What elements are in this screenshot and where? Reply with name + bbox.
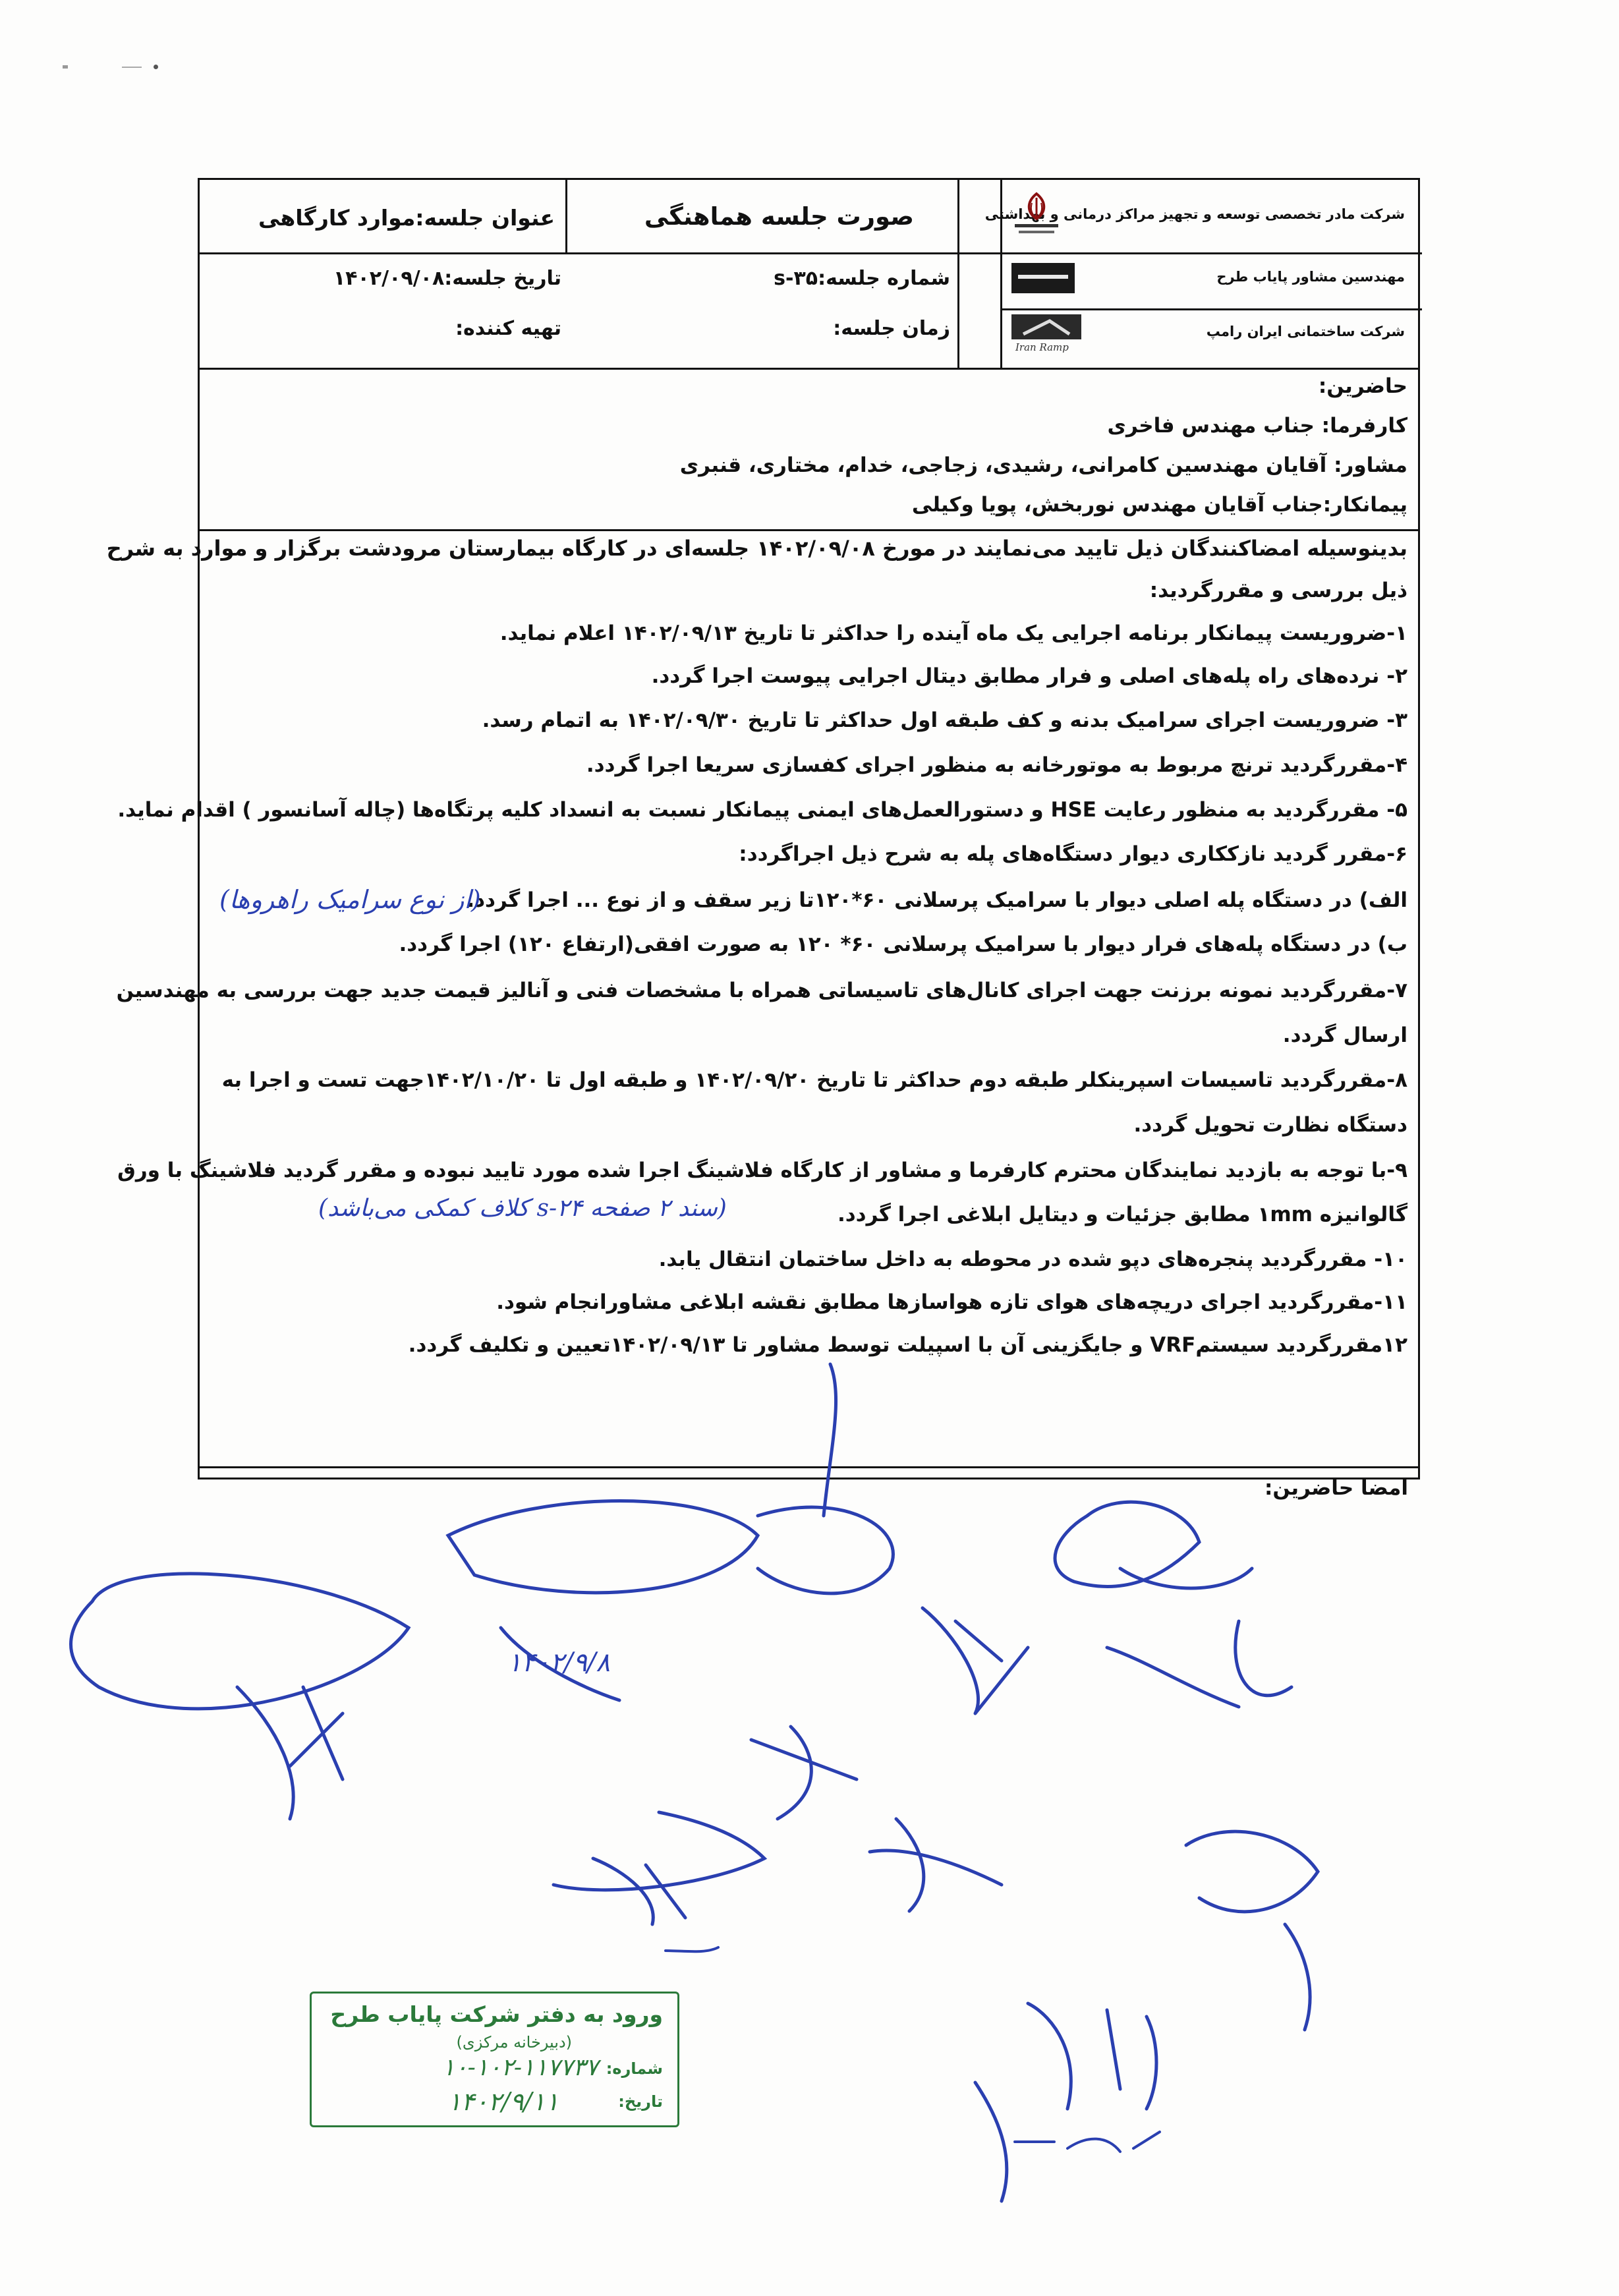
body-line: ۱۱-مقررگردید اجرای دریچه‌های هوای تازه هواسازها مطابق نقشه ابلاغی مشاورانجام شود. [496,1290,1407,1314]
signature-date-note: ۱۴۰۲/۹/۸ [507,1648,610,1678]
body-line: ۱۲مقررگردید سیستمVRF و جایگزینی آن با اسپیلت توسط مشاور تا ۱۴۰۲/۰۹/۱۳تعیین و تکلیف گردد. [408,1333,1407,1357]
body-line: بدینوسیله امضاکنندگان ذیل تایید می‌نمایند در مورخ ۱۴۰۲/۰۹/۰۸ جلسه‌ای در کارگاه بیمارستان مرودشت برگزار و موارد به شرح [106,536,1407,561]
body-line: ب) در دستگاه پله‌های فرار دیوار با سرامیک پرسلانی ۶۰* ۱۲۰ به صورت افقی(ارتفاع ۱۲۰) اجرا گردد. [399,933,1407,956]
body-line: ارسال گردد. [1282,1023,1407,1047]
meeting-date: تاریخ جلسه:۱۴۰۲/۰۹/۰۸ [333,267,561,290]
stamp-title: ورود به دفتر شرکت پایاب طرح [330,2001,663,2027]
stamp-number-label: شماره: [606,2059,663,2078]
form-header [200,180,1418,370]
company-contractor: شرکت ساختمانی ایران رامپ [1206,324,1405,339]
body-line: ۶-مقرر گردید نازککاری دیوار دستگاه‌های پله به شرح ذیل اجراگردد: [739,842,1407,866]
minutes-body [106,529,1418,1475]
office-entry-stamp [310,1992,679,2127]
meeting-number: شماره جلسه:۳۵-s [774,267,950,290]
attendee-contractor: پیمانکار:جناب آقایان مهندس نوربخش، پویا وکیلی [911,493,1407,517]
emblem-logo [1007,190,1066,243]
stamp-date-label: تاریخ: [618,2092,663,2111]
stamp-date-value: ۱۴۰۲/۹/۱۱ [447,2087,559,2116]
body-line: ۴-مقررگردید ترنچ مربوط به موتورخانه به منظور اجرای کفسازی سریعا اجرا گردد. [586,753,1407,777]
body-line: ذیل بررسی و مقررگردید: [1149,579,1407,602]
contractor-logo-text: Iran Ramp [1015,341,1069,353]
meeting-time: زمان جلسه: [833,317,950,340]
prepared-by: تهیه کننده: [455,317,561,340]
attendee-client: کارفرما: جناب مهندس فاخری [1107,414,1407,438]
company-consultant: مهندسین مشاور پایاب طرح [1216,269,1405,285]
attendees-section [200,368,1418,531]
consultant-logo [1010,259,1076,297]
body-line: ۵- مقررگردید به منظور رعایت HSE و دستورالعمل‌های ایمنی پیمانکار نسبت به انسداد کلیه پرتگاه‌ها (چاله آسانسور ) اقدام نماید. [117,798,1407,822]
body-line: ۱۰- مقررگردید پنجره‌های دپو شده در محوطه به داخل ساختمان انتقال یابد. [658,1248,1407,1271]
body-line: ۳- ضروریست اجرای سرامیک بدنه و کف طبقه اول حداکثر تا تاریخ ۱۴۰۲/۰۹/۳۰ به اتمام رسد. [482,708,1407,732]
handwritten-note-6a: (از نوع سرامیک راهروها) [219,885,481,914]
minutes-form [106,178,1420,1479]
document-title: صورت جلسه هماهنگی [644,202,914,231]
company-client: شرکت مادر تخصصی توسعه و تجهیز مراکز درمانی و بهداشتی [984,206,1405,222]
body-line: دستگاه نظارت تحویل گردد. [1133,1113,1407,1137]
signatures-heading: امضا حاضرین: [1264,1476,1408,1500]
body-line: ۷-مقررگردید نمونه برزنت جهت اجرای کانال‌های تاسیساتی همراه با مشخصات فنی و آنالیز قیمت جدید جهت بررسی به مهندسین [116,979,1407,1002]
body-line: ۱-ضروریست پیمانکار برنامه اجرایی یک ماه آینده را حداکثر تا تاریخ ۱۴۰۲/۰۹/۱۳ اعلام نماید. [499,621,1407,645]
attendee-consultant: مشاور: آقایان مهندسین کامرانی، رشیدی، زجاجی، خدام، مختاری، قنبری [679,453,1407,477]
signature-divider [198,1466,1420,1468]
body-line: ۲- نرده‌های راه پله‌های اصلی و فرار مطابق دیتال اجرایی پیوست اجرا گردد. [651,664,1407,688]
body-line: الف) در دستگاه پله اصلی دیوار با سرامیک پرسلانی ۶۰*۱۲۰تا زیر سقف و از نوع ... اجرا گردد. [467,888,1407,912]
stamp-number-value: ۱۰-۱۰۲-۱۱۷۷۳۷ [441,2054,598,2081]
contractor-logo [1010,312,1083,364]
stamp-subtitle: (دبیرخانه مرکزی) [456,2033,572,2052]
body-line: ۸-مقررگردید تاسیسات اسپرینکلر طبقه دوم حداکثر تا تاریخ ۱۴۰۲/۰۹/۲۰ و طبقه اول تا ۱۴۰۲/۱۰/۲۰جهت تست و اجرا به [221,1068,1407,1092]
handwritten-note-9: (سند ۲ صفحه ۲۴-s کلاف کمکی می‌باشد) [318,1195,727,1222]
scan-specks [63,63,161,70]
body-line: ۹-با توجه به بازدید نمایندگان محترم کارفرما و مشاور از کارگاه فلاشینگ اجرا شده مورد تایید نبوده و مقرر گردید فلاشینگ با ورق [117,1159,1407,1182]
attendees-heading: حاضرین: [1318,374,1407,398]
meeting-subject: عنوان جلسه:موارد کارگاهی [258,205,555,231]
body-line: گالوانیزه ۱mm مطابق جزئیات و دیتایل ابلاغی اجرا گردد. [837,1203,1407,1226]
